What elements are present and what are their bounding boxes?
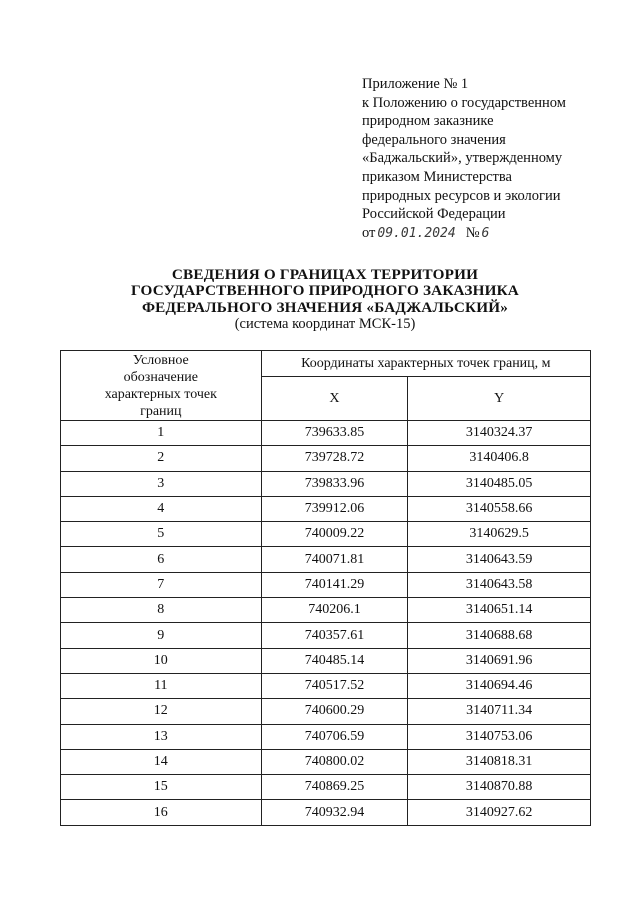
table-row: [61, 699, 591, 724]
table-row: [61, 471, 591, 496]
header-point-designation: [61, 351, 262, 421]
table-row: [61, 547, 591, 572]
y-value: 3140753.06: [408, 724, 591, 749]
table-row: [61, 623, 591, 648]
number-prefix: №: [465, 224, 480, 241]
x-value: 739633.85: [261, 421, 408, 446]
header-x: X: [261, 377, 408, 421]
x-value: 740071.81: [261, 547, 408, 572]
appendix-line: федерального значения: [362, 131, 506, 148]
table-row: [61, 673, 591, 698]
x-value: 740141.29: [261, 572, 408, 597]
x-value: 739912.06: [261, 496, 408, 521]
header-y: Y: [408, 377, 591, 421]
x-value: 740009.22: [261, 522, 408, 547]
x-value: 739728.72: [261, 446, 408, 471]
table-row: [61, 598, 591, 623]
y-value: 3140651.14: [408, 598, 591, 623]
y-value: 3140406.8: [408, 446, 591, 471]
point-number: 8: [61, 598, 262, 623]
table-row: [61, 724, 591, 749]
y-value: 3140818.31: [408, 749, 591, 774]
y-value: 3140643.58: [408, 572, 591, 597]
point-number: 15: [61, 775, 262, 800]
handwritten-date: 09.01.2024: [377, 225, 456, 241]
y-value: 3140870.88: [408, 775, 591, 800]
x-value: 740706.59: [261, 724, 408, 749]
appendix-note: [362, 75, 622, 243]
y-value: 3140629.5: [408, 522, 591, 547]
order-date-number: [362, 224, 622, 244]
from-prefix: от: [362, 224, 376, 241]
title-line: ФЕДЕРАЛЬНОГО ЗНАЧЕНИЯ «БАДЖАЛЬСКИЙ»: [141, 298, 509, 316]
appendix-line: к Положению о государственном: [362, 94, 566, 111]
point-number: 14: [61, 749, 262, 774]
y-value: 3140324.37: [408, 421, 591, 446]
x-value: 740206.1: [261, 598, 408, 623]
table-row: [61, 522, 591, 547]
appendix-line: Приложение № 1: [362, 76, 469, 92]
point-number: 12: [61, 699, 262, 724]
point-number: 16: [61, 800, 262, 825]
coordinate-system-subtitle: (система координат МСК-15): [234, 316, 416, 333]
x-value: 739833.96: [261, 471, 408, 496]
point-number: 11: [61, 673, 262, 698]
table-row: [61, 749, 591, 774]
x-value: 740600.29: [261, 699, 408, 724]
x-value: 740932.94: [261, 800, 408, 825]
header-text: характерных точек: [104, 386, 217, 402]
table-row: [61, 648, 591, 673]
point-number: 4: [61, 496, 262, 521]
header-text: Условное: [132, 352, 189, 368]
y-value: 3140711.34: [408, 699, 591, 724]
point-number: 10: [61, 648, 262, 673]
header-coordinates: Координаты характерных точек границ, м: [261, 351, 590, 377]
header-text: обозначение: [123, 369, 198, 385]
point-number: 7: [61, 572, 262, 597]
table-row: [61, 446, 591, 471]
table-row: [61, 572, 591, 597]
x-value: 740357.61: [261, 623, 408, 648]
table-row: [61, 775, 591, 800]
point-number: 1: [61, 421, 262, 446]
y-value: 3140694.46: [408, 673, 591, 698]
table-row: [61, 496, 591, 521]
appendix-line: Российской Федерации: [362, 206, 506, 223]
x-value: 740869.25: [261, 775, 408, 800]
x-value: 740485.14: [261, 648, 408, 673]
point-number: 9: [61, 623, 262, 648]
point-number: 13: [61, 724, 262, 749]
appendix-line: природном заказнике: [362, 113, 494, 130]
y-value: 3140688.68: [408, 623, 591, 648]
point-number: 2: [61, 446, 262, 471]
x-value: 740517.52: [261, 673, 408, 698]
y-value: 3140485.05: [408, 471, 591, 496]
title-line: ГОСУДАРСТВЕННОГО ПРИРОДНОГО ЗАКАЗНИКА: [131, 282, 519, 300]
y-value: 3140643.59: [408, 547, 591, 572]
title-line: СВЕДЕНИЯ О ГРАНИЦАХ ТЕРРИТОРИИ: [171, 266, 479, 283]
appendix-line: природных ресурсов и экологии: [362, 187, 561, 204]
document-title: [60, 267, 590, 333]
y-value: 3140558.66: [408, 496, 591, 521]
point-number: 5: [61, 522, 262, 547]
y-value: 3140691.96: [408, 648, 591, 673]
header-text: границ: [140, 403, 182, 419]
table-row: [61, 421, 591, 446]
point-number: 6: [61, 547, 262, 572]
appendix-line: «Баджальский», утвержденному: [362, 150, 563, 167]
point-number: 3: [61, 471, 262, 496]
handwritten-number: 6: [481, 225, 490, 241]
y-value: 3140927.62: [408, 800, 591, 825]
appendix-line: приказом Министерства: [362, 168, 512, 185]
coordinates-table: [60, 350, 591, 826]
x-value: 740800.02: [261, 749, 408, 774]
table-row: [61, 800, 591, 825]
